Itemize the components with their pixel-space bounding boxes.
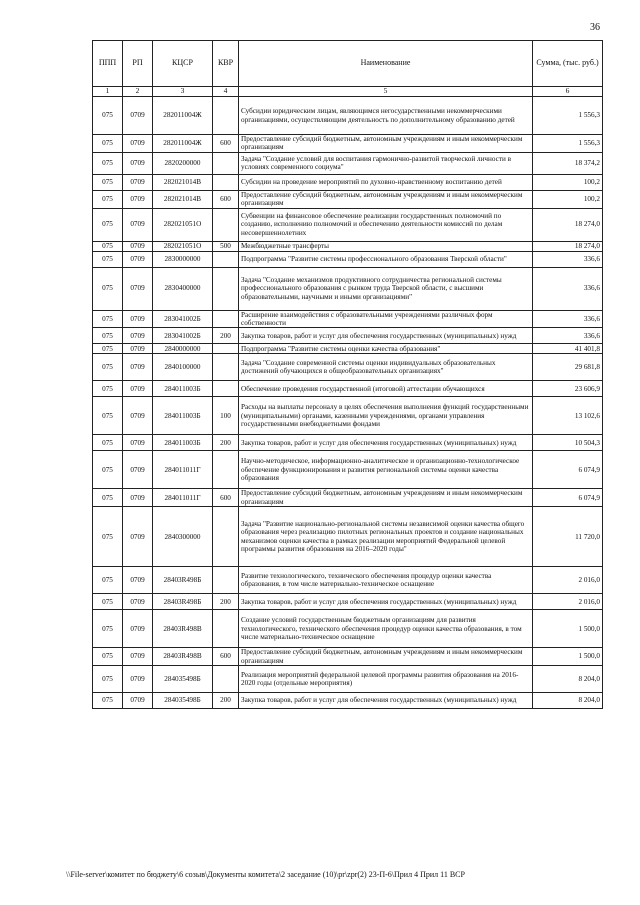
cell-rp: 0709: [123, 693, 153, 709]
table-row: [93, 190, 603, 208]
cell-kcsr: 282021051О: [153, 241, 213, 251]
cell-name: Расходы на выплаты персоналу в целях обеспечения выполнения функций государственными (муниципальными) органами, казенными учреждениями, органами управления государственными внебюджетными фондами: [239, 397, 533, 435]
cell-kvr: [213, 174, 239, 190]
cell-sum: 6 074,9: [533, 451, 603, 489]
cell-ppp: 075: [93, 666, 123, 693]
cell-name: Задача "Создание механизмов продуктивного сотрудничества региональной системы профессионального образования с рынком труда Тверской области, с высшими образовательными, научными и иными организациями": [239, 267, 533, 310]
index-cell: 4: [213, 87, 239, 97]
cell-sum: 18 274,0: [533, 208, 603, 241]
table-row: [93, 97, 603, 135]
cell-name: Закупка товаров, работ и услуг для обеспечения государственных (муниципальных) нужд: [239, 328, 533, 344]
cell-kcsr: 283041002Б: [153, 310, 213, 328]
cell-kcsr: 28403R498В: [153, 610, 213, 648]
table-row: [93, 354, 603, 381]
cell-kvr: 500: [213, 241, 239, 251]
cell-rp: 0709: [123, 152, 153, 174]
cell-sum: 1 500,0: [533, 610, 603, 648]
cell-kvr: [213, 208, 239, 241]
cell-name: Подпрограмма "Развитие системы оценки качества образования": [239, 344, 533, 354]
table-row: [93, 152, 603, 174]
cell-sum: 8 204,0: [533, 666, 603, 693]
cell-sum: 336,6: [533, 267, 603, 310]
cell-name: Развитие технологического, технического обеспечения процедур оценки качества образования, в том числе материально-техническое оснащение: [239, 567, 533, 594]
cell-sum: 1 556,3: [533, 97, 603, 135]
cell-sum: 18 374,2: [533, 152, 603, 174]
cell-kvr: [213, 97, 239, 135]
cell-ppp: 075: [93, 381, 123, 397]
header-sum: Сумма, (тыс. руб.): [533, 41, 603, 87]
cell-name: Предоставление субсидий бюджетным, автономным учреждениям и иным некоммерческим организациям: [239, 648, 533, 666]
cell-kcsr: 284035498Б: [153, 693, 213, 709]
cell-kcsr: 2840000000: [153, 344, 213, 354]
cell-kcsr: 283041002Б: [153, 328, 213, 344]
cell-kcsr: 282021014В: [153, 190, 213, 208]
page-number: 36: [590, 22, 600, 33]
cell-ppp: 075: [93, 190, 123, 208]
cell-ppp: 075: [93, 507, 123, 567]
table-index-row: [93, 87, 603, 97]
cell-kvr: [213, 666, 239, 693]
cell-kcsr: 282021051О: [153, 208, 213, 241]
cell-name: Предоставление субсидий бюджетным, автономным учреждениям и иным некоммерческим организациям: [239, 135, 533, 153]
cell-sum: 336,6: [533, 310, 603, 328]
cell-sum: 6 074,9: [533, 489, 603, 507]
table-row: [93, 381, 603, 397]
cell-rp: 0709: [123, 381, 153, 397]
table-row: [93, 267, 603, 310]
cell-ppp: 075: [93, 648, 123, 666]
table-row: [93, 489, 603, 507]
cell-rp: 0709: [123, 435, 153, 451]
cell-rp: 0709: [123, 594, 153, 610]
table-row: [93, 344, 603, 354]
cell-name: Закупка товаров, работ и услуг для обеспечения государственных (муниципальных) нужд: [239, 693, 533, 709]
cell-sum: 13 102,6: [533, 397, 603, 435]
table-header-row: [93, 41, 603, 87]
cell-kcsr: 2840100000: [153, 354, 213, 381]
table-row: [93, 507, 603, 567]
file-path-footer: \\File-server\комитет по бюджету\6 созыв\Документы комитета\2 заседание (10)\pr\zpr(2) 23-П-6\Прил 4 Прил 11 ВСР: [66, 870, 465, 879]
cell-sum: 2 016,0: [533, 567, 603, 594]
cell-kvr: [213, 310, 239, 328]
cell-kcsr: 284011011Г: [153, 489, 213, 507]
cell-rp: 0709: [123, 328, 153, 344]
cell-kvr: 100: [213, 397, 239, 435]
cell-kvr: 200: [213, 328, 239, 344]
cell-ppp: 075: [93, 567, 123, 594]
cell-ppp: 075: [93, 251, 123, 267]
cell-rp: 0709: [123, 397, 153, 435]
cell-ppp: 075: [93, 489, 123, 507]
cell-kcsr: 284011003Б: [153, 381, 213, 397]
index-cell: 5: [239, 87, 533, 97]
cell-ppp: 075: [93, 397, 123, 435]
header-name: Наименование: [239, 41, 533, 87]
cell-kcsr: 28403R498Б: [153, 594, 213, 610]
cell-name: Создание условий государственным бюджетным организациям для развития технологического, технического обеспечения процедур оценки качества образования, в том числе материально-техническое оснащение: [239, 610, 533, 648]
cell-name: Расширение взаимодействия с образовательными учреждениями различных форм собственности: [239, 310, 533, 328]
cell-rp: 0709: [123, 241, 153, 251]
cell-rp: 0709: [123, 489, 153, 507]
cell-kvr: [213, 152, 239, 174]
cell-rp: 0709: [123, 208, 153, 241]
index-cell: 2: [123, 87, 153, 97]
cell-kcsr: 282021014В: [153, 174, 213, 190]
cell-kvr: [213, 381, 239, 397]
cell-ppp: 075: [93, 354, 123, 381]
cell-name: Задача "Создание современной системы оценки индивидуальных образовательных достижений обучающихся в общеобразовательных организациях": [239, 354, 533, 381]
cell-sum: 100,2: [533, 190, 603, 208]
cell-sum: 10 504,3: [533, 435, 603, 451]
cell-kvr: [213, 344, 239, 354]
table-row: [93, 693, 603, 709]
cell-ppp: 075: [93, 152, 123, 174]
cell-ppp: 075: [93, 344, 123, 354]
cell-name: Предоставление субсидий бюджетным, автономным учреждениям и иным некоммерческим организациям: [239, 190, 533, 208]
cell-rp: 0709: [123, 251, 153, 267]
cell-kvr: [213, 251, 239, 267]
cell-ppp: 075: [93, 693, 123, 709]
cell-kvr: 200: [213, 693, 239, 709]
cell-kcsr: 284011011Г: [153, 451, 213, 489]
cell-kcsr: 282011004Ж: [153, 97, 213, 135]
budget-table: [92, 40, 603, 709]
cell-rp: 0709: [123, 97, 153, 135]
cell-name: Подпрограмма "Развитие системы профессионального образования Тверской области": [239, 251, 533, 267]
cell-sum: 18 274,0: [533, 241, 603, 251]
cell-ppp: 075: [93, 97, 123, 135]
table-row: [93, 451, 603, 489]
cell-kvr: [213, 507, 239, 567]
cell-sum: 336,6: [533, 251, 603, 267]
cell-ppp: 075: [93, 328, 123, 344]
cell-ppp: 075: [93, 435, 123, 451]
cell-rp: 0709: [123, 610, 153, 648]
cell-kcsr: 284011003Б: [153, 397, 213, 435]
cell-name: Субсидии на проведение мероприятий по духовно-нравственному воспитанию детей: [239, 174, 533, 190]
cell-kcsr: 284035498Б: [153, 666, 213, 693]
table-row: [93, 328, 603, 344]
cell-name: Закупка товаров, работ и услуг для обеспечения государственных (муниципальных) нужд: [239, 594, 533, 610]
cell-ppp: 075: [93, 451, 123, 489]
cell-kcsr: 282011004Ж: [153, 135, 213, 153]
cell-kcsr: 284011003Б: [153, 435, 213, 451]
cell-rp: 0709: [123, 190, 153, 208]
table-row: [93, 208, 603, 241]
cell-kvr: [213, 610, 239, 648]
cell-rp: 0709: [123, 344, 153, 354]
cell-kcsr: 2830400000: [153, 267, 213, 310]
cell-sum: 11 720,0: [533, 507, 603, 567]
table-row: [93, 610, 603, 648]
table-row: [93, 648, 603, 666]
cell-ppp: 075: [93, 610, 123, 648]
cell-ppp: 075: [93, 267, 123, 310]
table-row: [93, 435, 603, 451]
table-row: [93, 567, 603, 594]
cell-kvr: [213, 354, 239, 381]
table-row: [93, 397, 603, 435]
cell-kcsr: 2820200000: [153, 152, 213, 174]
cell-ppp: 075: [93, 135, 123, 153]
cell-name: Субвенции на финансовое обеспечение реализации государственных полномочий по созданию, исполнению полномочий и обеспечению деятельности комиссий по делам несовершеннолетних: [239, 208, 533, 241]
cell-sum: 100,2: [533, 174, 603, 190]
cell-ppp: 075: [93, 241, 123, 251]
cell-rp: 0709: [123, 451, 153, 489]
header-rp: РП: [123, 41, 153, 87]
cell-rp: 0709: [123, 267, 153, 310]
table-row: [93, 594, 603, 610]
cell-kvr: 600: [213, 190, 239, 208]
cell-kvr: 600: [213, 489, 239, 507]
table-row: [93, 310, 603, 328]
cell-sum: 336,6: [533, 328, 603, 344]
cell-name: Субсидии юридическим лицам, являющимся негосударственными некоммерческими организациями, осуществляющим деятельность по дополнительному образованию детей: [239, 97, 533, 135]
header-kvr: КВР: [213, 41, 239, 87]
cell-rp: 0709: [123, 666, 153, 693]
cell-kvr: 200: [213, 435, 239, 451]
table-row: [93, 241, 603, 251]
cell-ppp: 075: [93, 174, 123, 190]
cell-rp: 0709: [123, 135, 153, 153]
cell-ppp: 075: [93, 594, 123, 610]
cell-kvr: 600: [213, 648, 239, 666]
cell-sum: 29 681,8: [533, 354, 603, 381]
index-cell: 3: [153, 87, 213, 97]
cell-sum: 1 556,3: [533, 135, 603, 153]
table-row: [93, 251, 603, 267]
cell-name: Предоставление субсидий бюджетным, автономным учреждениям и иным некоммерческим организациям: [239, 489, 533, 507]
cell-kvr: [213, 567, 239, 594]
cell-rp: 0709: [123, 174, 153, 190]
cell-name: Межбюджетные трансферты: [239, 241, 533, 251]
cell-sum: 8 204,0: [533, 693, 603, 709]
cell-name: Обеспечение проведения государственной (итоговой) аттестации обучающихся: [239, 381, 533, 397]
table-row: [93, 174, 603, 190]
cell-rp: 0709: [123, 648, 153, 666]
index-cell: 1: [93, 87, 123, 97]
cell-kcsr: 28403R498Б: [153, 567, 213, 594]
header-kcsr: КЦСР: [153, 41, 213, 87]
cell-name: Задача "Создание условий для воспитания гармонично-развитой творческой личности в условиях современного социума": [239, 152, 533, 174]
table-row: [93, 135, 603, 153]
cell-name: Научно-методическое, информационно-аналитическое и организационно-технологическое обеспечение функционирования и развития региональной системы оценки качества образования: [239, 451, 533, 489]
table-row: [93, 666, 603, 693]
index-cell: 6: [533, 87, 603, 97]
cell-sum: 1 500,0: [533, 648, 603, 666]
cell-kvr: [213, 451, 239, 489]
cell-name: Реализация мероприятий федеральной целевой программы развития образования на 2016-2020 годы (отдельные мероприятия): [239, 666, 533, 693]
cell-sum: 23 606,9: [533, 381, 603, 397]
cell-kvr: 200: [213, 594, 239, 610]
header-ppp: ППП: [93, 41, 123, 87]
cell-kcsr: 2840300000: [153, 507, 213, 567]
cell-kcsr: 2830000000: [153, 251, 213, 267]
cell-sum: 41 401,8: [533, 344, 603, 354]
cell-sum: 2 016,0: [533, 594, 603, 610]
cell-rp: 0709: [123, 354, 153, 381]
cell-kvr: [213, 267, 239, 310]
cell-ppp: 075: [93, 310, 123, 328]
cell-rp: 0709: [123, 310, 153, 328]
cell-rp: 0709: [123, 507, 153, 567]
cell-name: Закупка товаров, работ и услуг для обеспечения государственных (муниципальных) нужд: [239, 435, 533, 451]
cell-rp: 0709: [123, 567, 153, 594]
cell-kcsr: 28403R498В: [153, 648, 213, 666]
cell-kvr: 600: [213, 135, 239, 153]
cell-name: Задача "Развитие национально-региональной системы независимой оценки качества общего образования через реализацию пилотных региональных проектов и создание национальных механизмов оценки качества в рамках реализации мероприятий Федеральной целевой программы развития образования на 2016–2020 годы": [239, 507, 533, 567]
cell-ppp: 075: [93, 208, 123, 241]
